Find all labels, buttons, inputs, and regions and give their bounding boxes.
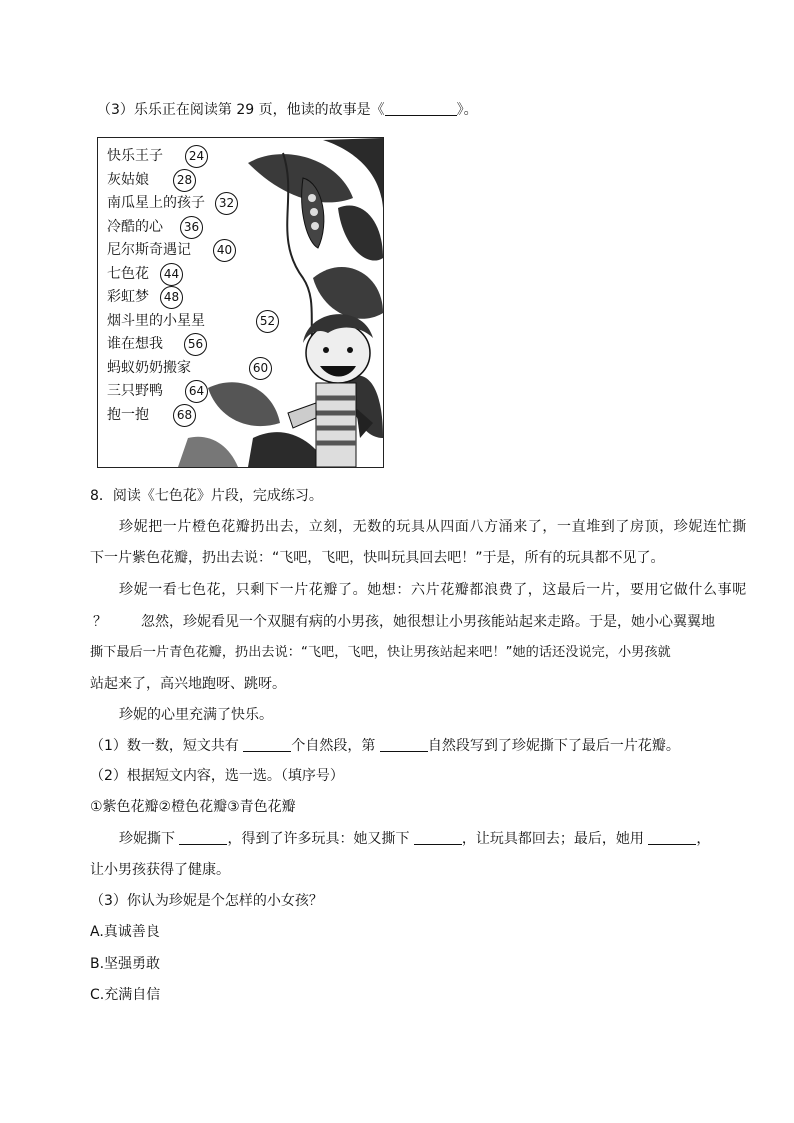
sub-question-1-text: 个自然段，第 xyxy=(291,738,376,754)
toc-item xyxy=(107,285,180,309)
toc-title: 蚂蚁奶奶搬家 xyxy=(107,359,191,376)
toc-item xyxy=(107,238,233,262)
toc-title: 尼尔斯奇遇记 xyxy=(107,242,191,258)
sub-question-2-fill-line-2: 让小男孩获得了健康。 xyxy=(90,862,230,878)
answer-blank[interactable] xyxy=(648,830,696,845)
toc-item xyxy=(107,262,180,286)
question-3-line xyxy=(97,100,478,120)
toc-page-number: 64 xyxy=(185,380,208,403)
choice-b[interactable]: B.坚强勇敢 xyxy=(90,956,161,972)
toc-page-number: 24 xyxy=(185,145,208,168)
toc-title: 三只野鸭 xyxy=(107,383,163,399)
sub-question-1-text: （1）数一数，短文共有 xyxy=(90,738,239,754)
toc-item xyxy=(107,144,205,168)
paragraph-2-text: 忽然，珍妮看见一个双腿有病的小男孩，她很想让小男孩能站起来走路。于是，她小心翼翼地 xyxy=(141,614,715,630)
toc-title: 谁在想我 xyxy=(107,336,163,352)
sub-question-2-fill xyxy=(119,829,710,849)
question-3-suffix: 》。 xyxy=(456,102,478,118)
paragraph-1-line: 下一片紫色花瓣，扔出去说：“飞吧，飞吧，快叫玩具回去吧！”于是，所有的玩具都不见了。 xyxy=(90,550,665,566)
sub-question-1 xyxy=(90,736,680,756)
fill-text: ， xyxy=(696,831,711,847)
toc-page-number: 40 xyxy=(213,239,236,262)
paragraph-2-line: 珍妮一看七色花，只剩下一片花瓣了。她想：六片花瓣都浪费了，这最后一片，要用它做什么事呢 xyxy=(119,582,747,598)
toc-item xyxy=(107,168,193,192)
answer-blank[interactable] xyxy=(414,830,462,845)
paragraph-2-line: 站起来了，高兴地跑呀、跳呀。 xyxy=(90,676,286,692)
answer-blank[interactable] xyxy=(380,737,428,752)
toc-title: 七色花 xyxy=(107,265,149,282)
toc-page-number: 56 xyxy=(184,333,207,356)
choice-c[interactable]: C.充满自信 xyxy=(90,987,161,1003)
toc-page-number: 68 xyxy=(173,404,196,427)
toc-title: 抱一抱 xyxy=(107,406,149,423)
toc-page-number: 52 xyxy=(256,310,279,333)
toc-page-number: 32 xyxy=(215,192,238,215)
answer-blank[interactable] xyxy=(243,737,291,752)
toc-item xyxy=(107,379,205,403)
sub-question-2-title: （2）根据短文内容，选一选。（填序号） xyxy=(90,768,344,784)
toc-page-number: 44 xyxy=(160,263,183,286)
question-3-prefix: （3）乐乐正在阅读第 29 页，他读的故事是《 xyxy=(97,102,385,118)
toc-title: 烟斗里的小星星 xyxy=(107,312,205,329)
question-8-heading: 8．阅读《七色花》片段，完成练习。 xyxy=(90,488,323,504)
question-mark: ？ xyxy=(93,614,107,630)
paragraph-1-line: 珍妮把一片橙色花瓣扔出去，立刻，无数的玩具从四面八方涌来了，一直堆到了房顶，珍妮连忙撕 xyxy=(119,519,747,535)
toc-page-number: 48 xyxy=(160,286,183,309)
contents-illustration xyxy=(97,137,384,468)
toc-title: 冷酷的心 xyxy=(107,218,163,235)
toc-page-number: 60 xyxy=(249,357,272,380)
toc-title: 灰姑娘 xyxy=(107,171,149,188)
toc-item xyxy=(107,309,276,333)
toc-title: 南瓜星上的孩子 xyxy=(107,195,205,211)
toc-item xyxy=(107,356,269,380)
fill-text: ，得到了许多玩具：她又撕下 xyxy=(227,831,410,847)
toc-title: 彩虹梦 xyxy=(107,289,149,305)
answer-blank[interactable] xyxy=(385,101,457,116)
fill-text: 珍妮撕下 xyxy=(119,831,175,847)
toc-page-number: 28 xyxy=(173,169,196,192)
answer-blank[interactable] xyxy=(179,830,227,845)
toc-item xyxy=(107,191,235,215)
paragraph-3: 珍妮的心里充满了快乐。 xyxy=(119,707,273,723)
sub-question-2-options: ①紫色花瓣②橙色花瓣③青色花瓣 xyxy=(90,799,296,815)
toc-title: 快乐王子 xyxy=(107,148,163,164)
toc-page-number: 36 xyxy=(180,216,203,239)
paragraph-2-line xyxy=(93,612,715,632)
sub-question-3-title: （3）你认为珍妮是个怎样的小女孩？ xyxy=(90,893,323,909)
toc-item xyxy=(107,215,200,239)
sub-question-1-text: 自然段写到了珍妮撕下了最后一片花瓣。 xyxy=(427,738,680,754)
fill-text: ，让玩具都回去；最后，她用 xyxy=(461,831,644,847)
toc-item xyxy=(107,332,204,356)
choice-a[interactable]: A.真诚善良 xyxy=(90,924,160,940)
paragraph-2-line: 撕下最后一片青色花瓣，扔出去说：“飞吧，飞吧，快让男孩站起来吧！”她的话还没说完，小男孩就 xyxy=(90,645,671,660)
toc-item xyxy=(107,403,193,427)
